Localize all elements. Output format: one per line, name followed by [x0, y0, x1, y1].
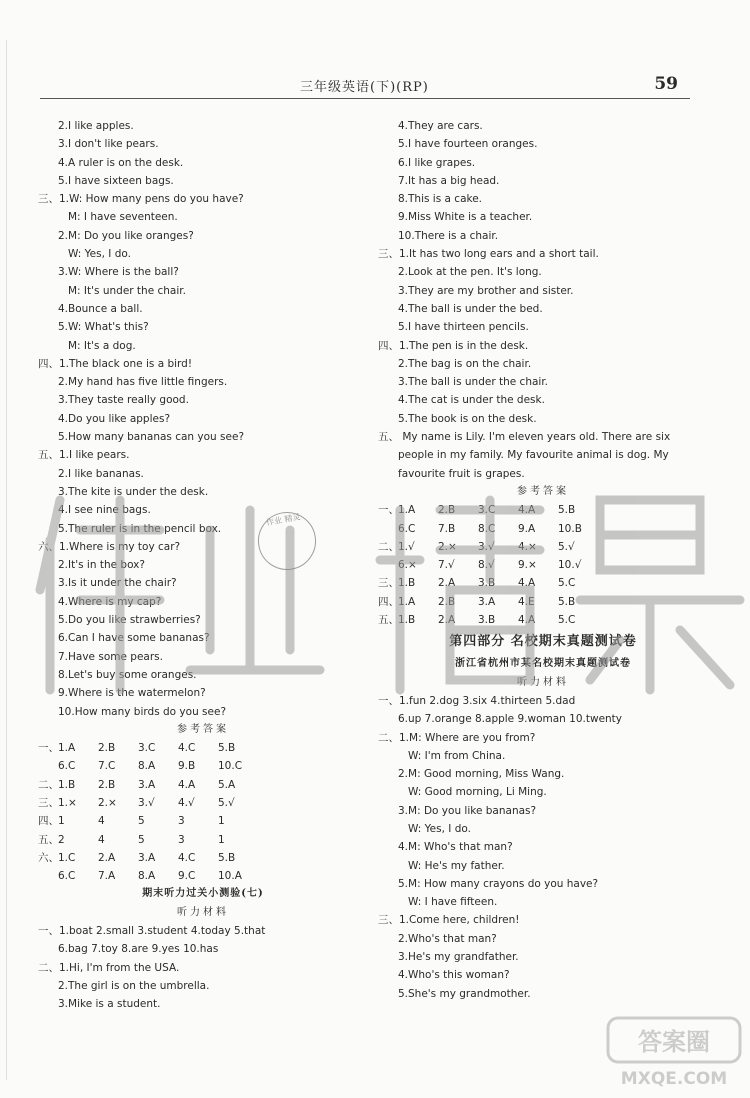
text-line: 六、1.Where is my toy car?	[38, 540, 181, 553]
answer-cell: 5	[138, 815, 145, 828]
answer-cell: 四、	[38, 815, 59, 828]
answer-cell: 五、	[378, 614, 399, 627]
answer-cell: 3.B	[478, 577, 496, 590]
answer-cell: 5.B	[218, 742, 236, 755]
answer-cell: 6.C	[58, 870, 76, 883]
answer-cell: 4.E	[518, 595, 535, 608]
answer-cell: 6.×	[398, 559, 417, 572]
text-line: 4.The cat is under the desk.	[398, 394, 545, 407]
answer-cell: 2.B	[438, 595, 456, 608]
text-line: favourite fruit is grapes.	[398, 467, 525, 480]
text-line: 3.The ball is under the chair.	[398, 376, 549, 389]
answer-cell	[378, 520, 398, 538]
text-line: W: I have fifteen.	[408, 896, 498, 909]
text-line: 6.I like grapes.	[398, 156, 476, 169]
text-line: 4.Bounce a ball.	[58, 302, 143, 315]
text-line: 4.The ball is under the bed.	[398, 302, 543, 315]
left-test-title: 期末听力过关小测验(七)	[142, 888, 264, 900]
answer-cell: 4.C	[178, 851, 196, 864]
text-line: 5.The book is on the desk.	[398, 412, 537, 425]
answer-cell	[378, 556, 398, 574]
left-listening-material	[38, 922, 368, 1013]
answer-cell: 2	[58, 833, 65, 846]
text-line: 2.Look at the pen. It's long.	[398, 266, 542, 279]
answer-row	[38, 739, 368, 757]
answer-cell: 5.√	[558, 540, 575, 553]
page-header	[40, 62, 690, 99]
text-line: W: I'm from China.	[408, 749, 506, 762]
answer-cell: 1.B	[398, 614, 416, 627]
text-line: 3.I don't like pears.	[58, 138, 159, 151]
right-listening-material	[378, 692, 708, 1003]
header-title: 三年级英语(下)(RP)	[300, 80, 429, 95]
text-line: M: I have seventeen.	[68, 211, 178, 224]
text-line: 3.M: Do you like bananas?	[398, 804, 537, 817]
answer-cell: 三、	[38, 796, 59, 809]
answer-cell: 1	[58, 815, 65, 828]
text-line: 2.My hand has five little fingers.	[58, 376, 228, 389]
answer-cell: 5.B	[558, 504, 576, 517]
answer-row	[38, 794, 368, 812]
right-answers-title: 参考答案	[517, 485, 569, 497]
text-line: 7.Have some pears.	[58, 650, 163, 663]
answer-cell	[38, 757, 58, 775]
answer-row	[38, 776, 368, 794]
answer-cell: 二、	[38, 778, 59, 791]
answer-cell: 2.A	[98, 851, 116, 864]
answer-cell: 3.A	[138, 778, 156, 791]
answer-row	[378, 538, 708, 556]
answer-cell: 3.√	[138, 796, 155, 809]
text-line: M: It's a dog.	[68, 339, 136, 352]
right-answer-table	[378, 501, 708, 629]
text-line: 5.The ruler is in the pencil box.	[58, 522, 222, 535]
answer-cell: 8.A	[138, 760, 156, 773]
answer-cell: 3.C	[478, 504, 496, 517]
answer-cell: 5.B	[218, 851, 236, 864]
text-line: 10.How many birds do you see?	[58, 705, 227, 718]
text-line: 5.How many bananas can you see?	[58, 431, 245, 444]
part-four-title: 第四部分 名校期末真题测试卷	[449, 634, 637, 650]
text-line: 二、1.Hi, I'm from the USA.	[38, 961, 180, 974]
text-line: 3.He's my grandfather.	[398, 951, 519, 964]
answer-cell: 10.C	[218, 760, 243, 773]
answer-row	[378, 520, 708, 538]
answer-cell: 7.B	[438, 522, 456, 535]
answer-cell: 5.A	[218, 778, 236, 791]
text-line: 6.up 7.orange 8.apple 9.woman 10.twenty	[398, 713, 623, 726]
answer-cell: 7.A	[98, 870, 116, 883]
answer-row	[378, 556, 708, 574]
text-line: 4.Do you like apples?	[58, 412, 171, 425]
answer-cell: 5.C	[558, 577, 576, 590]
answer-cell: 9.×	[518, 559, 537, 572]
answer-cell: 3.A	[138, 851, 156, 864]
answer-cell: 5	[138, 833, 145, 846]
text-line: 9.Where is the watermelon?	[58, 687, 206, 700]
answer-cell: 1.×	[58, 796, 77, 809]
answer-cell: 4.√	[178, 796, 195, 809]
answer-cell: 9.C	[178, 870, 196, 883]
answer-cell: 1.A	[398, 504, 416, 517]
answer-cell: 4.A	[518, 614, 536, 627]
text-line: 2.It's in the box?	[58, 559, 145, 572]
watermark-stamp: 作业 精灵	[253, 507, 320, 574]
answer-row	[38, 757, 368, 775]
answer-cell: 3	[178, 833, 185, 846]
answer-cell: 四、	[378, 595, 399, 608]
page-edge	[6, 40, 13, 1080]
left-material-title: 听力材料	[177, 906, 229, 918]
text-line: 3.Is it under the chair?	[58, 577, 177, 590]
text-line: 5.M: How many crayons do you have?	[398, 877, 599, 890]
text-line: 2.The bag is on the chair.	[398, 357, 532, 370]
text-line: W: Yes, I do.	[408, 822, 471, 835]
text-line: 2.I like apples.	[58, 120, 134, 132]
answer-cell: 1.B	[58, 778, 76, 791]
text-line: 6.Can I have some bananas?	[58, 632, 210, 645]
answer-row	[378, 611, 708, 629]
answer-cell: 4	[98, 833, 105, 846]
answer-cell: 9.A	[518, 522, 536, 535]
text-line: 3.W: Where is the ball?	[58, 266, 179, 279]
text-line: 3.The kite is under the desk.	[58, 485, 209, 498]
answer-cell: 六、	[38, 851, 59, 864]
answer-row	[38, 849, 368, 867]
answer-cell: 2.B	[438, 504, 456, 517]
answer-cell: 2.A	[438, 577, 456, 590]
text-line: 4.They are cars.	[398, 120, 483, 132]
answer-cell: 3.B	[478, 614, 496, 627]
answer-cell: 二、	[378, 540, 399, 553]
text-line: 9.Miss White is a teacher.	[398, 211, 533, 224]
text-line: 五、 My name is Lily. I'm eleven years old. There are six	[378, 431, 671, 444]
text-line: people in my family. My favourite animal is dog. My	[398, 449, 669, 462]
text-line: 10.There is a chair.	[398, 229, 499, 242]
answer-cell: 3.√	[478, 540, 495, 553]
answer-cell: 4.A	[178, 778, 196, 791]
answer-cell: 8.A	[138, 870, 156, 883]
answer-cell: 8.C	[478, 522, 496, 535]
text-line: 三、1.W: How many pens do you have?	[38, 193, 244, 206]
answer-cell: 1.C	[58, 851, 76, 864]
answer-cell: 10.√	[558, 559, 582, 572]
answer-cell: 1	[218, 833, 225, 846]
text-line: 4.Where is my cap?	[58, 595, 162, 608]
right-material-title: 听力材料	[517, 676, 569, 688]
left-answer-table	[38, 739, 368, 885]
text-line: W: Yes, I do.	[68, 248, 131, 261]
answer-row	[38, 812, 368, 830]
answer-cell: 2.B	[98, 778, 116, 791]
answer-cell: 1	[218, 815, 225, 828]
answer-site-logo	[604, 1012, 744, 1092]
answer-cell: 1.√	[398, 540, 415, 553]
text-line: 4.I see nine bags.	[58, 504, 151, 517]
text-line: 三、1.It has two long ears and a short tail.	[378, 248, 599, 261]
answer-cell: 2.×	[98, 796, 117, 809]
text-line: 5.W: What's this?	[58, 321, 149, 334]
text-line: 5.She's my grandmother.	[398, 987, 531, 1000]
left-listening-text	[38, 117, 368, 721]
text-line: W: Good morning, Li Ming.	[408, 786, 547, 799]
text-line: 3.They taste really good.	[58, 394, 189, 407]
text-line: W: He's my father.	[408, 859, 505, 872]
answer-row	[378, 593, 708, 611]
text-line: 4.A ruler is on the desk.	[58, 156, 184, 169]
left-answers-title: 参考答案	[177, 723, 229, 735]
answer-cell: 4.C	[178, 742, 196, 755]
answer-cell: 5.B	[558, 595, 576, 608]
answer-cell: 4.A	[518, 504, 536, 517]
text-line: 5.I have sixteen bags.	[58, 174, 174, 187]
answer-cell: 一、	[38, 742, 59, 755]
text-line: 5.I have thirteen pencils.	[398, 321, 529, 334]
answer-cell: 五、	[38, 833, 59, 846]
text-line: 5.I have fourteen oranges.	[398, 138, 538, 151]
text-line: 2.I like bananas.	[58, 467, 144, 480]
text-line: 一、1.boat 2.small 3.student 4.today 5.that	[38, 925, 266, 938]
answer-cell: 2.×	[438, 540, 457, 553]
text-line: M: It's under the chair.	[68, 284, 186, 297]
text-line: 一、1.fun 2.dog 3.six 4.thirteen 5.dad	[378, 694, 576, 707]
answer-row	[378, 574, 708, 592]
text-line: 2.M: Good morning, Miss Wang.	[398, 768, 565, 781]
answer-cell: 1.A	[398, 595, 416, 608]
text-line: 8.Let's buy some oranges.	[58, 668, 197, 681]
answer-row	[378, 501, 708, 519]
left-column	[38, 117, 368, 1014]
answer-cell: 3	[178, 815, 185, 828]
text-line: 3.Mike is a student.	[58, 998, 161, 1011]
school-test-title: 浙江省杭州市某名校期末真题测试卷	[455, 658, 631, 670]
svg-text:答案圈: 答案圈	[638, 1028, 710, 1056]
answer-cell: 10.B	[558, 522, 582, 535]
text-line: 4.Who's this woman?	[398, 969, 510, 982]
svg-text:MXQE.COM: MXQE.COM	[620, 1069, 728, 1089]
answer-cell: 3.A	[478, 595, 496, 608]
answer-cell: 2.A	[438, 614, 456, 627]
text-line: 7.It has a big head.	[398, 174, 500, 187]
answer-cell: 1.B	[398, 577, 416, 590]
answer-row	[38, 867, 368, 885]
answer-cell: 3.C	[138, 742, 156, 755]
text-line: 二、1.M: Where are you from?	[378, 731, 536, 744]
answer-cell: 三、	[378, 577, 399, 590]
text-line: 8.This is a cake.	[398, 193, 483, 206]
text-line: 5.Do you like strawberries?	[58, 614, 201, 627]
text-line: 2.Who's that man?	[398, 932, 497, 945]
answer-cell: 4	[98, 815, 105, 828]
text-line: 四、1.The pen is in the desk.	[378, 339, 529, 352]
page-number: 59	[654, 74, 678, 94]
answer-cell: 一、	[378, 504, 399, 517]
answer-cell: 8.√	[478, 559, 495, 572]
answer-cell: 6.C	[58, 760, 76, 773]
answer-cell	[38, 867, 58, 885]
text-line: 五、1.I like pears.	[38, 449, 130, 462]
text-line: 2.The girl is on the umbrella.	[58, 979, 210, 992]
text-line: 4.M: Who's that man?	[398, 841, 513, 854]
answer-cell: 9.B	[178, 760, 196, 773]
answer-cell: 10.A	[218, 870, 242, 883]
answer-row	[38, 831, 368, 849]
text-line: 三、1.Come here, children!	[378, 914, 520, 927]
text-line: 2.M: Do you like oranges?	[58, 229, 194, 242]
right-listening-text	[378, 117, 708, 483]
answer-cell: 4.×	[518, 540, 537, 553]
answer-cell: 4.A	[518, 577, 536, 590]
text-line: 四、1.The black one is a bird!	[38, 357, 193, 370]
answer-cell: 2.B	[98, 742, 116, 755]
answer-cell: 7.C	[98, 760, 116, 773]
answer-cell: 5.C	[558, 614, 576, 627]
right-column	[378, 117, 708, 1003]
answer-cell: 7.√	[438, 559, 455, 572]
answer-cell: 5.√	[218, 796, 235, 809]
answer-cell: 6.C	[398, 522, 416, 535]
answer-cell: 1.A	[58, 742, 76, 755]
text-line: 3.They are my brother and sister.	[398, 284, 574, 297]
text-line: 6.bag 7.toy 8.are 9.yes 10.has	[58, 943, 219, 956]
